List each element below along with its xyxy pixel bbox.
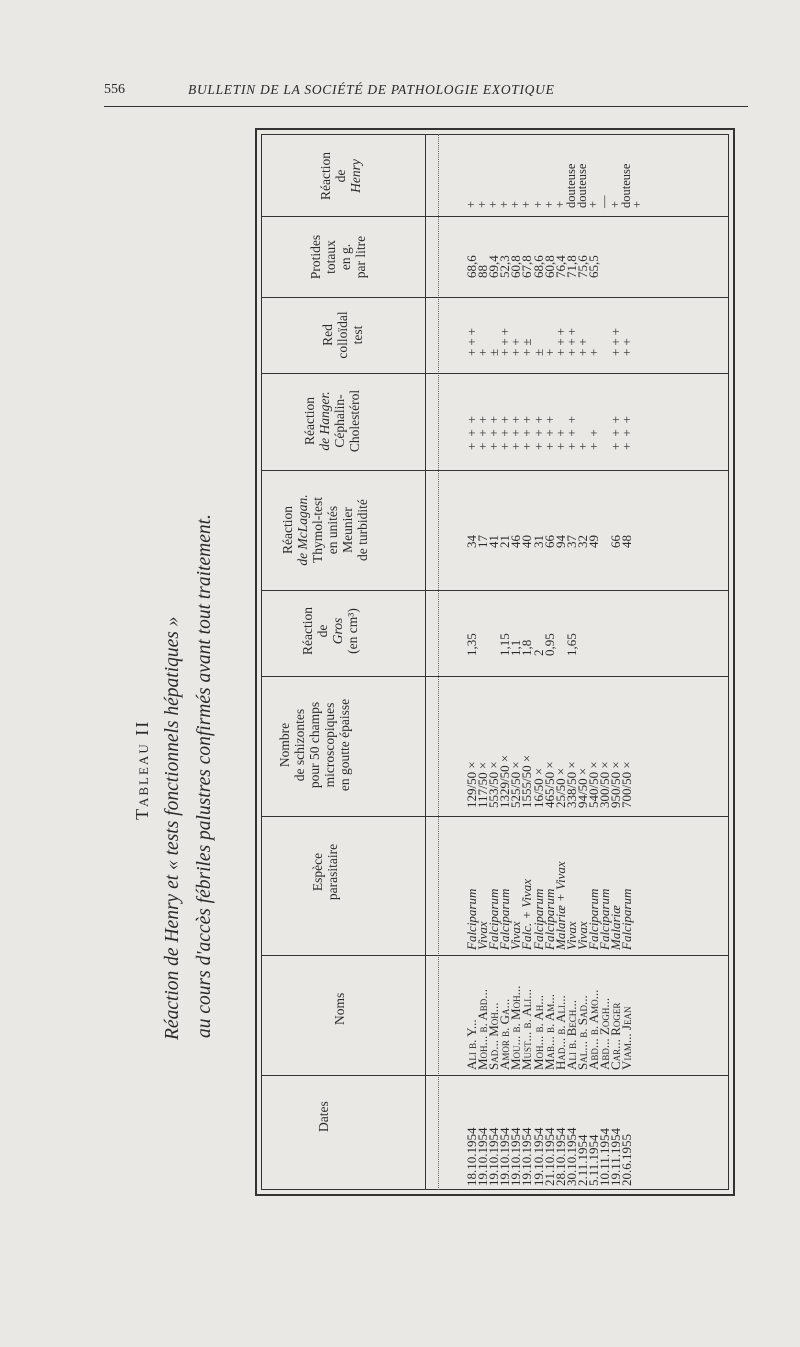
table-cell: 19.10.1954 [508,1127,524,1186]
header-red: Red colloïdal test [320,311,365,359]
table-cell: Amor b. Ga... [497,998,513,1070]
table-cell: ± [530,345,546,356]
table-cell: 68,6 [530,255,546,278]
table-cell: Falciparum [530,888,546,950]
table-cell: Falciparum [597,888,613,950]
header-henry: Réaction de Henry [318,152,363,200]
table-cell: +++ [563,325,579,356]
table-cell: + [541,345,557,356]
table-cell: 66 [608,535,624,548]
table-cell: Malariæ + Vivax [552,861,568,950]
col-divider [261,816,729,817]
header-hanger: Réaction de Hanger. Céphalin- Cholestérol [302,389,362,453]
table-cell: 117/50 × [475,761,491,808]
column-mclagan [464,535,635,548]
table-cell: Vivax [563,921,579,950]
caption-line-2: au cours d'accès fébriles palustres confirmés avant tout traitement. [194,514,215,1038]
table-cell: +++ [497,410,513,450]
table-cell: 16/50 × [530,767,546,808]
table-cell: + [586,345,602,356]
table-cell: Abd... Zogh... [597,997,613,1070]
col-divider [261,676,729,677]
table-cell: Sal... b. Sad... [574,995,590,1070]
table-cell [621,633,632,656]
table-cell: 553/50 × [486,761,502,808]
table-cell: + [608,200,623,208]
column-red [464,325,635,356]
table-cell: Falciparum [619,888,635,950]
table-cell: +++ [508,410,524,450]
table-cell: + [541,200,556,208]
table-cell: 1,35 [464,633,479,656]
table-cell: + [486,200,501,208]
table-cell [621,255,632,278]
running-title: BULLETIN DE LA SOCIÉTÉ DE PATHOLOGIE EXOTIQUE [188,82,555,97]
table-cell: 129/50 × [464,761,479,808]
table-label: Tableau II [132,719,152,820]
table-cell: Moh... b. Abd... [475,989,491,1070]
table-cell: 67,8 [519,255,535,278]
table-cell: 37 [563,535,579,548]
header-noms: Noms [332,992,347,1025]
table-cell: 94/50 × [574,767,590,808]
table-cell: 2 [530,649,546,656]
table-cell: + [497,200,512,208]
table-cell: Vivax [475,921,491,950]
table-cell: Mab... b. Am... [541,994,557,1070]
table-cell: +++ [475,410,491,450]
table-cell: +++ [486,410,502,450]
table-cell: 700/50 × [619,761,635,808]
page-number: 556 [104,82,125,97]
table-cell: Falciparum [486,888,502,950]
column-henry [466,164,644,208]
column-gros [466,633,632,656]
table-cell: 19.10.1954 [530,1127,546,1186]
header-espece: Espèce parasitaire [310,843,340,901]
table-cell: 46 [508,535,524,548]
table-cell: +++ [552,325,568,356]
table-cell: 34 [464,535,479,548]
col-divider [261,373,729,374]
table-cell: 18.10.1954 [464,1127,479,1186]
column-noms [464,985,635,1070]
table-cell: 25/50 × [552,767,568,808]
table-cell: + [574,436,590,450]
table-cell: ++ [552,423,568,450]
table-cell: 19.10.1954 [497,1127,513,1186]
table-cell: 66 [541,535,557,548]
table-cell: 540/50 × [586,761,602,808]
header-divider [425,134,426,1190]
table-cell: 40 [519,535,535,548]
table-cell: Vivax [508,921,524,950]
table-cell: +++ [519,410,535,450]
table-cell [610,255,621,278]
column-espece [464,861,635,950]
table-cell: 69,4 [486,255,502,278]
table-cell: + [475,345,491,356]
col-divider [261,216,729,217]
table-cell: 10.11.1954 [597,1127,613,1186]
table-cell: 19.10.1954 [475,1127,491,1186]
table-cell: 19.10.1954 [519,1127,535,1186]
table-cell: Had... b. Ali... [552,995,568,1070]
table-cell: + [552,200,567,208]
table-cell: douteuse [574,163,589,208]
table-cell [588,633,599,656]
table-cell: 75,6 [574,255,590,278]
table-cell: 0,95 [541,633,557,656]
col-divider [261,297,729,298]
table-cell: + [475,200,490,208]
table-cell [610,633,621,656]
table-cell: 41 [486,535,502,548]
table-cell: douteuse [619,163,634,208]
table-cell: +++ [619,410,635,450]
table-cell: 950/50 × [608,761,624,808]
table-cell: +± [519,335,535,356]
table-cell: 19.11.1954 [608,1127,624,1186]
table-cell: 21 [497,535,513,548]
header-gros: Réaction de Gros (en cm³) [300,607,360,655]
page-header [104,80,748,107]
table-cell: +++ [530,410,546,450]
table-cell: + [630,200,645,208]
column-protides [466,255,632,278]
table-cell: ++ [574,335,590,356]
col-divider [261,470,729,471]
table-cell: +++ [497,325,513,356]
header-protides: Protides totaux en g. par litre [308,234,368,280]
table-cell: Vivax [574,921,590,950]
table-cell: Falciparum [497,888,513,950]
table-cell: + [519,200,534,208]
table-cell: 71,8 [563,255,579,278]
header-dotted-divider [438,134,439,1190]
table-cell: 2.11.1954 [574,1134,590,1186]
col-divider [261,1075,729,1076]
table-cell: 94 [552,535,568,548]
table-cell: 338/50 × [563,761,579,808]
table-cell: Falc. + Vivax [519,879,535,950]
table-cell: +++ [464,410,479,450]
table-cell: Must... b. Ali... [519,989,535,1070]
table-cell: 65,5 [586,255,602,278]
table-cell: 21.10.1954 [541,1127,557,1186]
table-cell: ± [486,345,502,356]
table-cell: +++ [608,410,624,450]
table-cell: Ali b. Bech... [563,999,579,1070]
table-cell: 1,15 [497,633,513,656]
column-dates [464,1127,635,1187]
col-divider [261,955,729,956]
table-cell: 68,6 [464,255,479,278]
table-cell: +++ [541,410,557,450]
table-cell: 525/50 × [508,761,524,808]
table-cell: 1555/50 × [519,754,535,808]
table-cell: Falciparum [541,888,557,950]
table-cell: 5.11.1954 [586,1134,602,1186]
table-cell: ++ [586,423,602,450]
table-cell: 31 [530,535,546,548]
table-cell: 28.10.1954 [552,1127,568,1186]
table-cell: — [597,195,612,208]
caption-line-1: Réaction de Henry et « tests fonctionnels hépatiques » [162,616,183,1040]
table-cell: 30.10.1954 [563,1127,579,1186]
table-cell: ++ [619,335,635,356]
table-cell: Abd... b. Amo... [586,989,602,1070]
table-cell: Viam... Jean [619,1006,635,1070]
table-cell: +++ [608,325,624,356]
table-cell: 1329/50 × [497,754,513,808]
table-cell: ++ [508,335,524,356]
table-cell: 1,1 [508,639,524,656]
table-cell: 20.6.1955 [619,1134,635,1186]
table-cell: 76,4 [552,255,568,278]
table-cell: +++ [563,410,579,450]
table-cell: 88 [475,265,491,278]
table-cell: Ali b. Y... [464,1019,479,1070]
table-cell: 1,8 [519,639,535,656]
table-cell: douteuse [563,163,578,208]
table-cell: 60,8 [541,255,557,278]
table-cell: Falciparum [464,888,479,950]
table-cell: 49 [586,535,602,548]
table-cell: + [464,200,478,208]
header-mclagan: Réaction de McLagan. Thymol-test en unités Meunier de turbidité [280,494,370,566]
table-cell: 48 [619,535,635,548]
table-cell [599,633,610,656]
table-cell: + [508,200,523,208]
table-cell: Moh... b. Ah... [530,995,546,1070]
header-schizontes: Nombre de schizontes pour 50 champs microscopiques en goutte épaisse [277,698,352,792]
table-cell: + [586,200,601,208]
table-cell: 465/50 × [541,761,557,808]
table-cell: Sad... Moh... [486,1002,502,1070]
table-cell: 60,8 [508,255,524,278]
table-cell: 300/50 × [597,761,613,808]
table-cell: Car... Roger [608,1002,624,1070]
table-cell: +++ [464,325,479,356]
table-cell: 52,3 [497,255,513,278]
table-cell: 1,65 [563,633,579,656]
column-hanger [464,410,635,450]
table-cell: Falciparum [586,888,602,950]
table-cell: 32 [574,535,590,548]
table-cell: Mou... b. Moh... [508,985,524,1070]
table-cell: Malariæ [608,905,624,950]
table-cell: 17 [475,535,491,548]
table-cell: 19.10.1954 [486,1127,502,1186]
column-schizontes [464,754,635,808]
table-cell: + [530,200,545,208]
